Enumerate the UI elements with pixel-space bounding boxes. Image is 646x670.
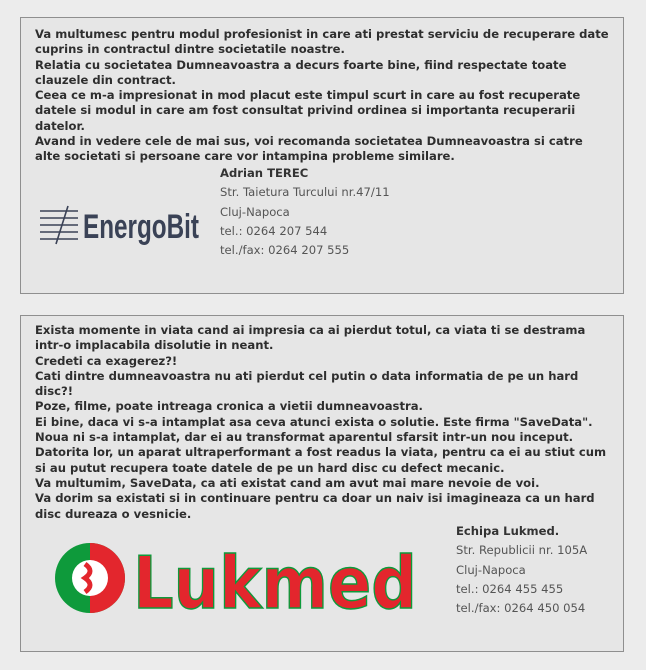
testimonial-message (35, 27, 609, 165)
contact-phone: tel.: 0264 207 544 (220, 223, 328, 238)
contact-address: Str. Republicii nr. 105A (456, 543, 588, 558)
message-paragraph: Poze, filme, poate intreaga cronica a vietii dumneavoastra. (35, 399, 423, 414)
message-paragraph: Va dorim sa existati si in continuare pentru ca doar un naiv isi imagineaza ca un hard disc dureaza o vesnicie. (35, 491, 595, 521)
svg-text:EnergoBit: EnergoBit (83, 208, 199, 246)
svg-text:Lukmed: Lukmed (133, 541, 417, 625)
testimonial-card-lukmed (20, 315, 624, 652)
testimonial-card-energobit (20, 17, 624, 294)
message-paragraph: Va multumim, SaveData, ca ati existat cand am avut mai mare nevoie de voi. (35, 475, 540, 490)
message-paragraph: Exista momente in viata cand ai impresia ca ai pierdut totul, ca viata ti se destrama intr-o implacabila disolutie in neant. (35, 323, 586, 353)
contact-city: Cluj-Napoca (456, 562, 526, 577)
contact-fax: tel./fax: 0264 450 054 (456, 601, 586, 616)
contact-block (456, 522, 587, 618)
contact-name: Echipa Lukmed. (456, 524, 560, 538)
message-paragraph: Noua ni s-a intamplat, dar ei au transformat aparentul sfarsit intr-un nou inceput. (35, 430, 574, 445)
message-paragraph: Va multumesc pentru modul profesionist in care ati prestat serviciu de recuperare date cuprins in contractul dintre societatile noastre. (35, 27, 609, 57)
lukmed-logo (53, 540, 421, 625)
contact-address: Str. Taietura Turcului nr.47/11 (220, 185, 390, 200)
message-paragraph: Datorita lor, un aparat ultraperformant a fost readus la viata, pentru ca ei au stiut cum si au putut recupera toate datele de pe un hard disc cu defect mecanic. (35, 445, 607, 475)
contact-fax: tel./fax: 0264 207 555 (220, 243, 350, 258)
message-paragraph: Relatia cu societatea Dumneavoastra a decurs foarte bine, fiind respectate toate clauzele din contract. (35, 57, 567, 87)
testimonial-message (35, 323, 609, 522)
contact-phone: tel.: 0264 455 455 (456, 581, 564, 596)
message-paragraph: Cati dintre dumneavoastra nu ati pierdut cel putin o data informatia de pe un hard disc?! (35, 368, 579, 399)
message-paragraph: Credeti ca exagerez?! (35, 353, 178, 368)
energobit-logo (38, 198, 204, 246)
contact-city: Cluj-Napoca (220, 204, 290, 219)
message-paragraph: Ei bine, daca vi s-a intamplat asa ceva atunci exista o solutie. Este firma "SaveData". (35, 414, 593, 429)
contact-block (220, 164, 390, 260)
message-paragraph: Ceea ce m-a impresionat in mod placut este timpul scurt in care au fost recuperate datele si modul in care am fost consultat privind ordinea si importanta recuperarii datelor. (35, 88, 581, 133)
message-paragraph: Avand in vedere cele de mai sus, voi recomanda societatea Dumneavoastra si catre alte societati si persoane care vor intampina probleme similare. (35, 134, 583, 164)
contact-name: Adrian TEREC (220, 166, 309, 180)
